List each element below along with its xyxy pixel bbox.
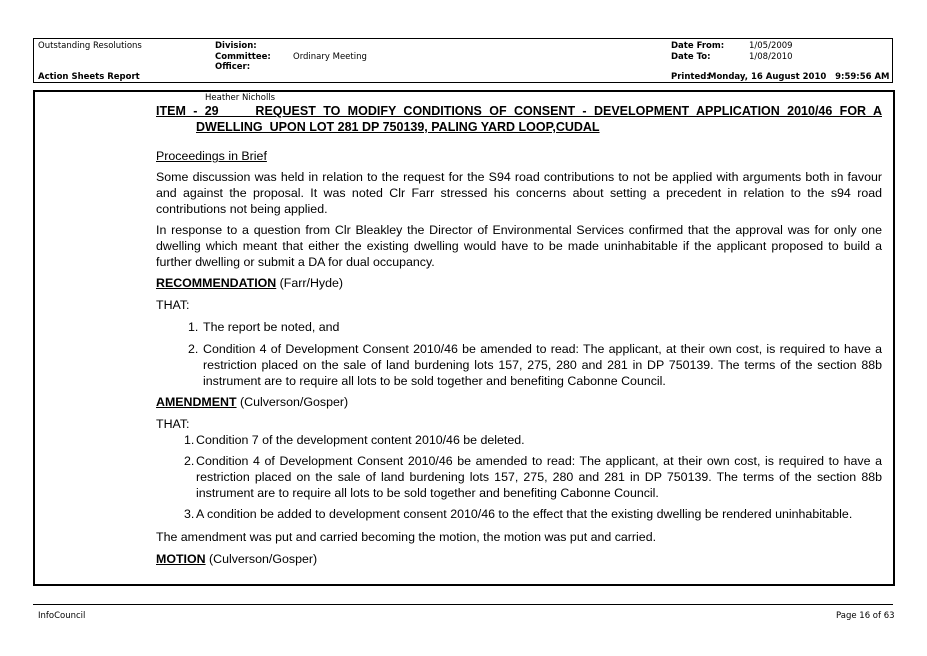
date-from-value: 1/05/2009 <box>749 41 793 51</box>
footer-divider <box>33 604 893 605</box>
proceedings-paragraph-1: Some discussion was held in relation to the request for the S94 road contributions to not be applied with arguments both in favour and against the proposal. It was noted Clr Farr stressed his concerns about setting a precedent in relation to the s94 road contributions not being applied. <box>156 170 882 216</box>
item-title-continued: DWELLING UPON LOT 281 DP 750139, PALING YARD LOOP,CUDAL <box>196 120 600 134</box>
list-number: 2. <box>184 454 195 468</box>
motion-label: MOTION <box>156 552 206 566</box>
proceedings-paragraph-2: In response to a question from Clr Bleakley the Director of Environmental Services confirmed that the approval was for only one dwelling which meant that either the existing dwelling would have to be made uninhabitable if the applicant proposed to build a further dwelling or submit a DA for dual occupancy. <box>156 223 882 269</box>
division-label: Division: <box>215 41 257 51</box>
list-text: The report be noted, and <box>203 320 340 334</box>
list-number: 2. <box>188 342 199 356</box>
officer-label: Officer: <box>215 62 251 72</box>
amendment-item <box>156 453 882 501</box>
recommendation-item <box>156 341 882 389</box>
amendment-item <box>156 432 882 448</box>
amendment-movers: (Culverson/Gosper) <box>236 395 349 409</box>
list-text: Condition 4 of Development Consent 2010/46 be amended to read: The applicant, at their own cost, is required to have a restriction placed on the sale of land burdening lots 157, 275, 280 and 281 in DP 750139. The terms of the section 88b instrument are to require all lots to be sold together and benefiting Cabonne Council. <box>203 342 882 388</box>
amendment-heading <box>156 394 882 410</box>
footer-source: InfoCouncil <box>38 611 86 621</box>
item-content <box>156 103 882 567</box>
recommendation-heading <box>156 275 882 291</box>
printed-label: Printed: <box>671 72 710 82</box>
date-to-value: 1/08/2010 <box>749 52 793 62</box>
page-number: Page 16 of 63 <box>836 611 895 621</box>
item-title: ITEM - 29 REQUEST TO MODIFY CONDITIONS OF CONSENT - DEVELOPMENT APPLICATION 2010/46 FOR A <box>156 104 882 118</box>
amendment-label: AMENDMENT <box>156 395 237 409</box>
printed-value: Monday, 16 August 2010 9:59:56 AM <box>708 72 890 82</box>
report-name: Outstanding Resolutions <box>38 41 142 51</box>
officer-name: Heather Nicholls <box>205 93 276 103</box>
that-label: THAT: <box>156 298 190 312</box>
list-text: Condition 4 of Development Consent 2010/46 be amended to read: The applicant, at their own cost, is required to have a restriction placed on the sale of land burdening lots 157, 275, 280 and 281 in DP 750139. The terms of the section 88b instrument are to require all lots to be sold together and benefiting Cabonne Council. <box>196 454 882 500</box>
list-text: Condition 7 of the development content 2010/46 be deleted. <box>196 433 525 447</box>
committee-label: Committee: <box>215 52 271 62</box>
report-type: Action Sheets Report <box>38 72 140 82</box>
committee-value: Ordinary Meeting <box>293 52 367 62</box>
list-number: 1. <box>188 320 199 334</box>
date-from-label: Date From: <box>671 41 725 51</box>
recommendation-item <box>156 319 882 335</box>
motion-movers: (Culverson/Gosper) <box>205 552 318 566</box>
date-to-label: Date To: <box>671 52 711 62</box>
recommendation-label: RECOMMENDATION <box>156 276 277 290</box>
recommendation-movers: (Farr/Hyde) <box>276 276 344 290</box>
amendment-item <box>156 506 882 522</box>
proceedings-heading: Proceedings in Brief <box>156 149 267 163</box>
list-number: 1. <box>184 433 195 447</box>
amendment-result: The amendment was put and carried becoming the motion, the motion was put and carried. <box>156 530 657 544</box>
motion-heading <box>156 551 882 567</box>
list-number: 3. <box>184 507 195 521</box>
list-text: A condition be added to development consent 2010/46 to the effect that the existing dwelling be rendered uninhabitable. <box>196 507 853 521</box>
that-label: THAT: <box>156 417 190 431</box>
